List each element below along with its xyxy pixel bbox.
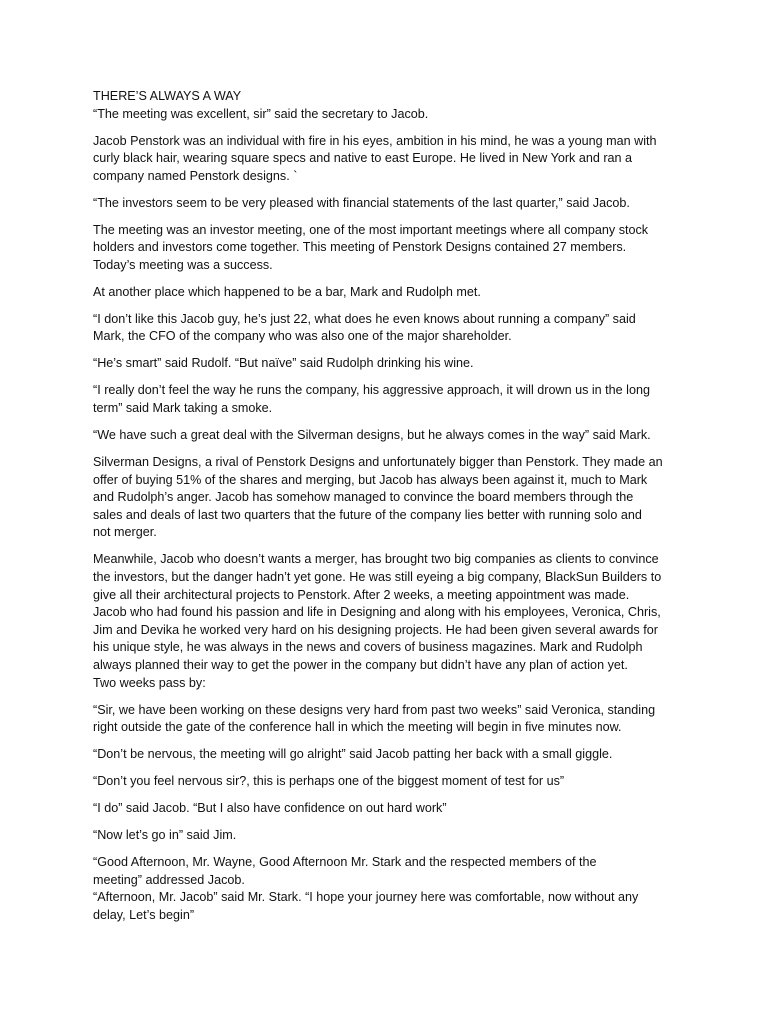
text-line: not merger. [93, 525, 157, 540]
text-line: Meanwhile, Jacob who doesn’t wants a merger, has brought two big companies as clients to convince [93, 552, 659, 567]
text-line: “Afternoon, Mr. Jacob” said Mr. Stark. “I hope your journey here was comfortable, now without any [93, 890, 639, 905]
text-line: company named Penstork designs. ` [93, 168, 298, 183]
text-line: Silverman Designs, a rival of Penstork Designs and unfortunately bigger than Penstork. They made an [93, 455, 663, 470]
paragraph [93, 427, 683, 445]
text-line: curly black hair, wearing square specs and native to east Europe. He lived in New York and ran a [93, 151, 633, 166]
text-line: sales and deals of last two quarters that the future of the company lies better with running solo and [93, 507, 642, 522]
paragraph [93, 311, 683, 346]
text-line: offer of buying 51% of the shares and merging, but Jacob has always been against it, much to Mark [93, 472, 648, 487]
text-line: delay, Let’s begin” [93, 907, 195, 922]
paragraph [93, 222, 683, 275]
text-line: Jim and Devika he worked very hard on his designing projects. He had been given several awards for [93, 622, 658, 637]
paragraph [93, 133, 683, 186]
text-line: “Good Afternoon, Mr. Wayne, Good Afternoon Mr. Stark and the respected members of the [93, 855, 597, 870]
paragraph [93, 827, 683, 845]
text-line: his unique style, he was always in the news and covers of business magazines. Mark and Rudolph [93, 640, 643, 655]
text-line: Today’s meeting was a success. [93, 257, 273, 272]
text-line: give all their architectural projects to Penstork. After 2 weeks, a meeting appointment was made. [93, 587, 630, 602]
paragraph [93, 773, 683, 791]
paragraph [93, 195, 683, 213]
text-line: “Don’t be nervous, the meeting will go alright” said Jacob patting her back with a small giggle. [93, 747, 613, 762]
paragraph [93, 284, 683, 302]
paragraph [93, 382, 683, 417]
text-line: “I do” said Jacob. “But I also have confidence on out hard work” [93, 801, 447, 816]
document-body [93, 106, 683, 925]
text-line: “Sir, we have been working on these designs very hard from past two weeks” said Veronica, standing [93, 702, 656, 717]
text-line: the investors, but the danger hadn’t yet gone. He was still eyeing a big company, BlackSun Builders to [93, 569, 662, 584]
text-line: term” said Mark taking a smoke. [93, 401, 273, 416]
text-line: “The investors seem to be very pleased with financial statements of the last quarter,” said Jacob. [93, 195, 630, 210]
text-line: “He’s smart” said Rudolf. “But naïve” said Rudolph drinking his wine. [93, 356, 474, 371]
text-line: “The meeting was excellent, sir” said the secretary to Jacob. [93, 106, 429, 121]
text-line: always planned their way to get the power in the company but didn’t have any plan of action yet. [93, 657, 628, 672]
text-line: The meeting was an investor meeting, one of the most important meetings where all company stock [93, 222, 649, 237]
paragraph [93, 454, 683, 542]
paragraph [93, 551, 683, 692]
text-line: “I really don’t feel the way he runs the company, his aggressive approach, it will drown us in the long [93, 383, 650, 398]
document-page [93, 88, 683, 934]
paragraph [93, 746, 683, 764]
text-line: Mark, the CFO of the company who was also one of the major shareholder. [93, 329, 512, 344]
document-title: THERE’S ALWAYS A WAY [93, 89, 242, 103]
text-line: and Rudolph’s anger. Jacob has somehow managed to convince the board members through the [93, 490, 634, 505]
paragraph [93, 355, 683, 373]
text-line: “We have such a great deal with the Silverman designs, but he always comes in the way” said Mark. [93, 428, 651, 443]
text-line: Jacob Penstork was an individual with fire in his eyes, ambition in his mind, he was a young man with [93, 133, 657, 148]
paragraph [93, 854, 683, 924]
text-line: meeting” addressed Jacob. [93, 872, 245, 887]
text-line: “I don’t like this Jacob guy, he’s just 22, what does he even knows about running a company” said [93, 311, 636, 326]
paragraph [93, 800, 683, 818]
text-line: “Now let’s go in” said Jim. [93, 828, 237, 843]
text-line: “Don’t you feel nervous sir?, this is perhaps one of the biggest moment of test for us” [93, 774, 565, 789]
paragraph [93, 702, 683, 737]
text-line: Two weeks pass by: [93, 675, 206, 690]
text-line: At another place which happened to be a bar, Mark and Rudolph met. [93, 284, 481, 299]
paragraph [93, 106, 683, 124]
text-line: Jacob who had found his passion and life in Designing and along with his employees, Veronica, Chris, [93, 605, 661, 620]
text-line: right outside the gate of the conference hall in which the meeting will begin in five minutes now. [93, 720, 622, 735]
text-line: holders and investors come together. This meeting of Penstork Designs contained 27 members. [93, 240, 627, 255]
